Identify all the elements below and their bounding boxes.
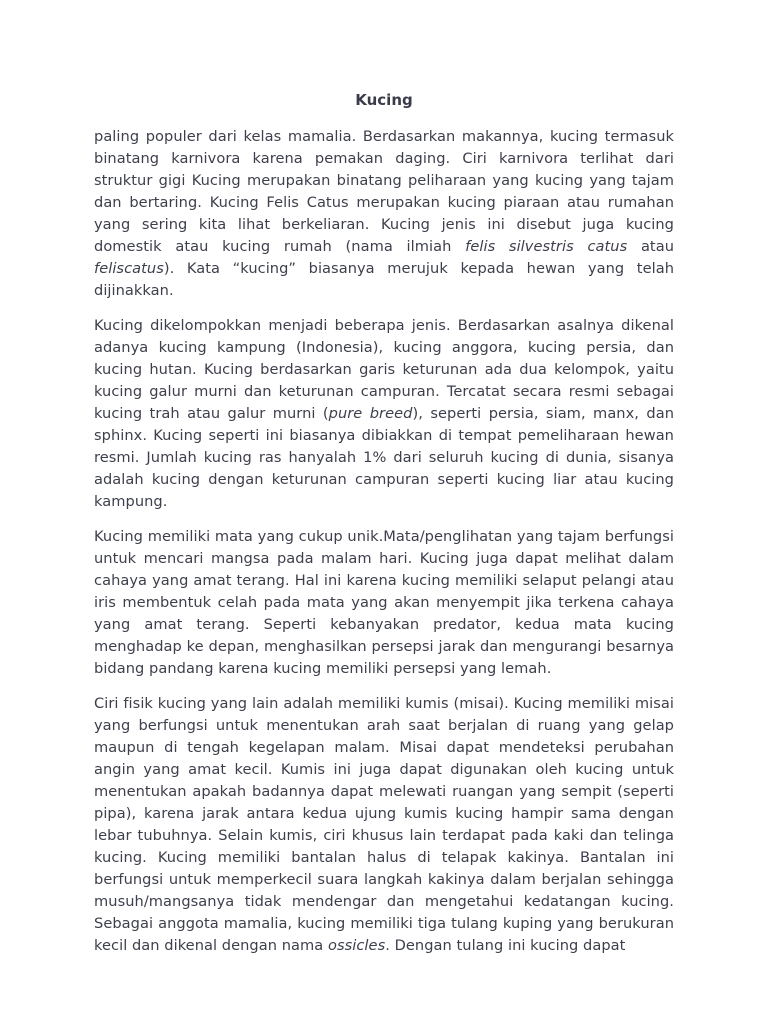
italic-term: pure breed — [328, 405, 413, 422]
text-segment: . Dengan tulang ini kucing dapat — [385, 937, 626, 954]
italic-term: ossicles — [327, 937, 386, 954]
document-title: Kucing — [355, 91, 413, 109]
paragraph-3 — [94, 526, 674, 680]
text-segment: ). Kata “kucing” biasanya merujuk kepada hewan yang telah dijinakkan. — [94, 260, 674, 299]
text-segment: Kucing memiliki mata yang cukup unik.Mata/penglihatan yang tajam berfungsi untuk mencari mangsa pada malam hari. Kucing juga dapat melihat dalam cahaya yang amat terang. Hal ini karena kucing memiliki selaput pelangi atau iris membentuk celah pada mata yang akan menyempit jika terkena cahaya yang amat terang. Seperti kebanyakan predator, kedua mata kucing menghadap ke depan, menghasilkan persepsi jarak dan mengurangi besarnya bidang pandang karena kucing memiliki persepsi yang lemah. — [94, 528, 674, 677]
paragraph-1 — [94, 126, 674, 302]
scientific-name: feliscatus — [94, 260, 164, 277]
text-segment: Ciri fisik kucing yang lain adalah memiliki kumis (misai). Kucing memiliki misai yang berfungsi untuk menentukan arah saat berjalan di ruang yang gelap maupun di tengah kegelapan malam. Misai dapat mendeteksi perubahan angin yang amat kecil. Kumis ini juga dapat digunakan oleh kucing untuk menentukan apakah badannya dapat melewati ruangan yang sempit (seperti pipa), karena jarak antara kedua ujung kumis kucing hampir sama dengan lebar tubuhnya. Selain kumis, ciri khusus lain terdapat pada kaki dan telinga kucing. Kucing memiliki bantalan halus di telapak kakinya. Bantalan ini berfungsi untuk memperkecil suara langkah kakinya dalam berjalan sehingga musuh/mangsanya tidak mendengar dan mengetahui kedatangan kucing. Sebagai anggota mamalia, kucing memiliki tiga tulang kuping yang berukuran kecil dan dikenal dengan nama — [94, 695, 674, 954]
text-segment: atau — [627, 238, 674, 255]
paragraph-4 — [94, 693, 674, 957]
text-segment: Kucing dikelompokkan menjadi beberapa jenis. Berdasarkan asalnya dikenal adanya kucing kampung (Indonesia), kucing anggora, kucing persia, dan kucing hutan. Kucing berdasarkan garis keturunan ada dua kelompok, yaitu kucing galur murni dan keturunan campuran. Tercatat secara resmi sebagai kucing trah atau galur murni ( — [94, 317, 674, 422]
scientific-name: felis silvestris catus — [465, 238, 628, 255]
text-segment: paling populer dari kelas mamalia. Berdasarkan makannya, kucing termasuk binatang karnivora karena pemakan daging. Ciri karnivora terlihat dari struktur gigi Kucing merupakan binatang peliharaan yang kucing yang tajam dan bertaring. Kucing Felis Catus merupakan kucing piaraan atau rumahan yang sering kita lihat berkeliaran. Kucing jenis ini disebut juga kucing domestik atau kucing rumah (nama ilmiah — [94, 128, 674, 255]
text-segment: ), seperti persia, siam, manx, dan sphinx. Kucing seperti ini biasanya dibiakkan di tempat pemeliharaan hewan resmi. Jumlah kucing ras hanyalah 1% dari seluruh kucing di dunia, sisanya adalah kucing dengan keturunan campuran seperti kucing liar atau kucing kampung. — [94, 405, 674, 510]
paragraph-2 — [94, 315, 674, 513]
